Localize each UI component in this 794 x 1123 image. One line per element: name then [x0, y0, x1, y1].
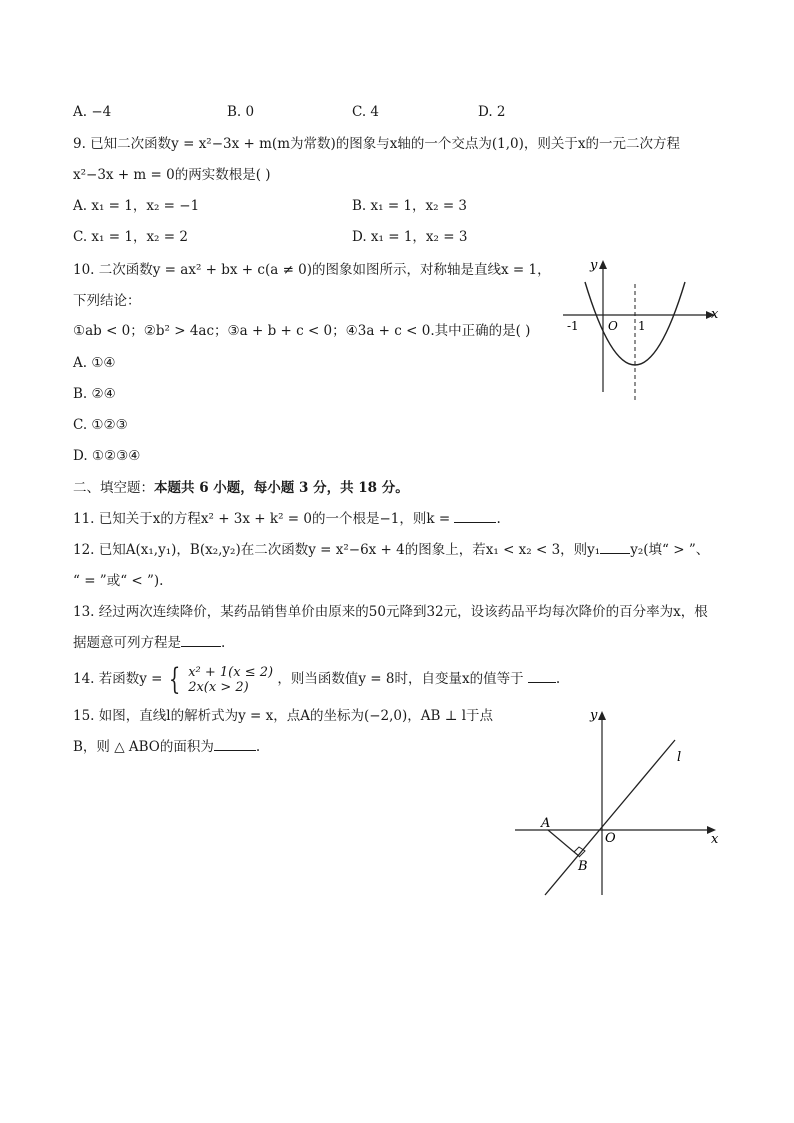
q10-label-one: 1: [638, 319, 646, 333]
q13-answer-blank: [181, 634, 221, 647]
q8-option-b: B. 0: [227, 104, 255, 120]
section2-heading: [73, 479, 409, 497]
q10-option-b: B. ②④: [73, 386, 116, 402]
q15-label-b: B: [578, 859, 588, 874]
q11-text: 11. 已知关于x的方程x² + 3x + k² = 0的一个根是−1，则k =: [73, 511, 451, 527]
section2-description: 本题共 6 小题，每小题 3 分，共 18 分。: [154, 480, 409, 496]
q15-label-a: A: [541, 816, 551, 831]
q14-suffix: ，则当函数值y = 8时，自变量x的值等于: [277, 671, 524, 687]
q15-text: B，则 △ ABO的面积为: [73, 739, 214, 755]
q8-option-c: C. 4: [352, 104, 380, 120]
q10-stem-line1: 10. 二次函数y = ax² + bx + c(a ≠ 0)的图象如图所示，对称轴是直线x = 1，: [73, 262, 551, 278]
q13-stem-line2: [73, 634, 225, 652]
q13-end: .: [221, 635, 226, 651]
q14-stem: [73, 661, 561, 697]
q14-prefix: 14. 若函数y =: [73, 671, 163, 687]
q10-stem-line2: 下列结论：: [73, 293, 141, 309]
q10-y-axis-arrow: [599, 260, 607, 269]
q15-y-axis-arrow: [598, 711, 606, 720]
q15-stem-line2: [73, 738, 260, 756]
q10-label-x: x: [711, 307, 719, 322]
q10-label-origin: O: [608, 319, 618, 333]
q10-option-d: D. ①②③④: [73, 448, 141, 464]
q8-option-d: D. 2: [478, 104, 506, 120]
q13-stem-line1: 13. 经过两次连续降价，某药品销售单价由原来的50元降到32元，设该药品平均每次降价的百分率为x，根: [73, 604, 708, 620]
q9-option-a: A. x₁ = 1，x₂ = −1: [73, 198, 200, 214]
q12-text-b: y₂(填“ > ”、: [630, 542, 710, 558]
q9-option-d: D. x₁ = 1，x₂ = 3: [352, 229, 468, 245]
q15-line-graph: [510, 703, 725, 898]
q10-option-a: A. ①④: [73, 355, 116, 371]
q13-text: 据题意可列方程是: [73, 635, 181, 651]
q15-label-o: O: [605, 831, 616, 846]
q9-option-c: C. x₁ = 1，x₂ = 2: [73, 229, 188, 245]
q14-case2: 2x(x > 2): [188, 679, 249, 695]
q12-stem-line2: “ = ”或“ < ”).: [73, 573, 164, 589]
q15-stem-line1: 15. 如图，直线l的解析式为y = x，点A的坐标为(−2,0)，AB ⊥ l于点: [73, 708, 494, 724]
q10-label-y: y: [590, 258, 598, 273]
q14-piecewise: [188, 665, 273, 695]
q9-stem-line1: 9. 已知二次函数y = x²−3x + m(m为常数)的图象与x轴的一个交点为(1,0)，则关于x的一元二次方程: [73, 136, 680, 152]
q14-end: .: [555, 671, 561, 687]
q15-segment-ab: [548, 830, 580, 857]
q11-answer-blank: [454, 510, 496, 523]
q8-option-a: A. −4: [73, 104, 112, 120]
q10-stem-line3: ①ab < 0；②b² > 4ac；③a + b + c < 0；④3a + c < 0.其中正确的是( ): [73, 323, 531, 339]
q11-stem: [73, 510, 501, 528]
q12-answer-blank: [600, 541, 630, 554]
q15-label-l: l: [677, 750, 682, 765]
q10-label-neg1: -1: [567, 319, 579, 333]
q10-parabola-graph: [555, 252, 730, 404]
q14-case1: x² + 1(x ≤ 2): [188, 664, 274, 680]
q11-end: .: [496, 511, 501, 527]
q9-option-b: B. x₁ = 1，x₂ = 3: [352, 198, 468, 214]
q15-label-y: y: [590, 708, 598, 723]
q14-answer-blank: [528, 670, 556, 683]
q15-end: .: [255, 739, 261, 755]
q10-option-c: C. ①②③: [73, 417, 128, 433]
q12-stem-line1: [73, 541, 709, 559]
q12-text-a: 12. 已知A(x₁,y₁)，B(x₂,y₂)在二次函数y = x²−6x + 4的图象上，若x₁ < x₂ < 3，则y₁: [73, 542, 601, 558]
q14-brace: {: [168, 661, 181, 697]
section2-prefix: 二、填空题：: [73, 480, 154, 496]
q15-answer-blank: [214, 738, 256, 751]
q15-label-x: x: [711, 832, 719, 847]
q9-stem-line2: x²−3x + m = 0的两实数根是( ): [73, 167, 271, 183]
q15-line-l: [545, 740, 675, 895]
